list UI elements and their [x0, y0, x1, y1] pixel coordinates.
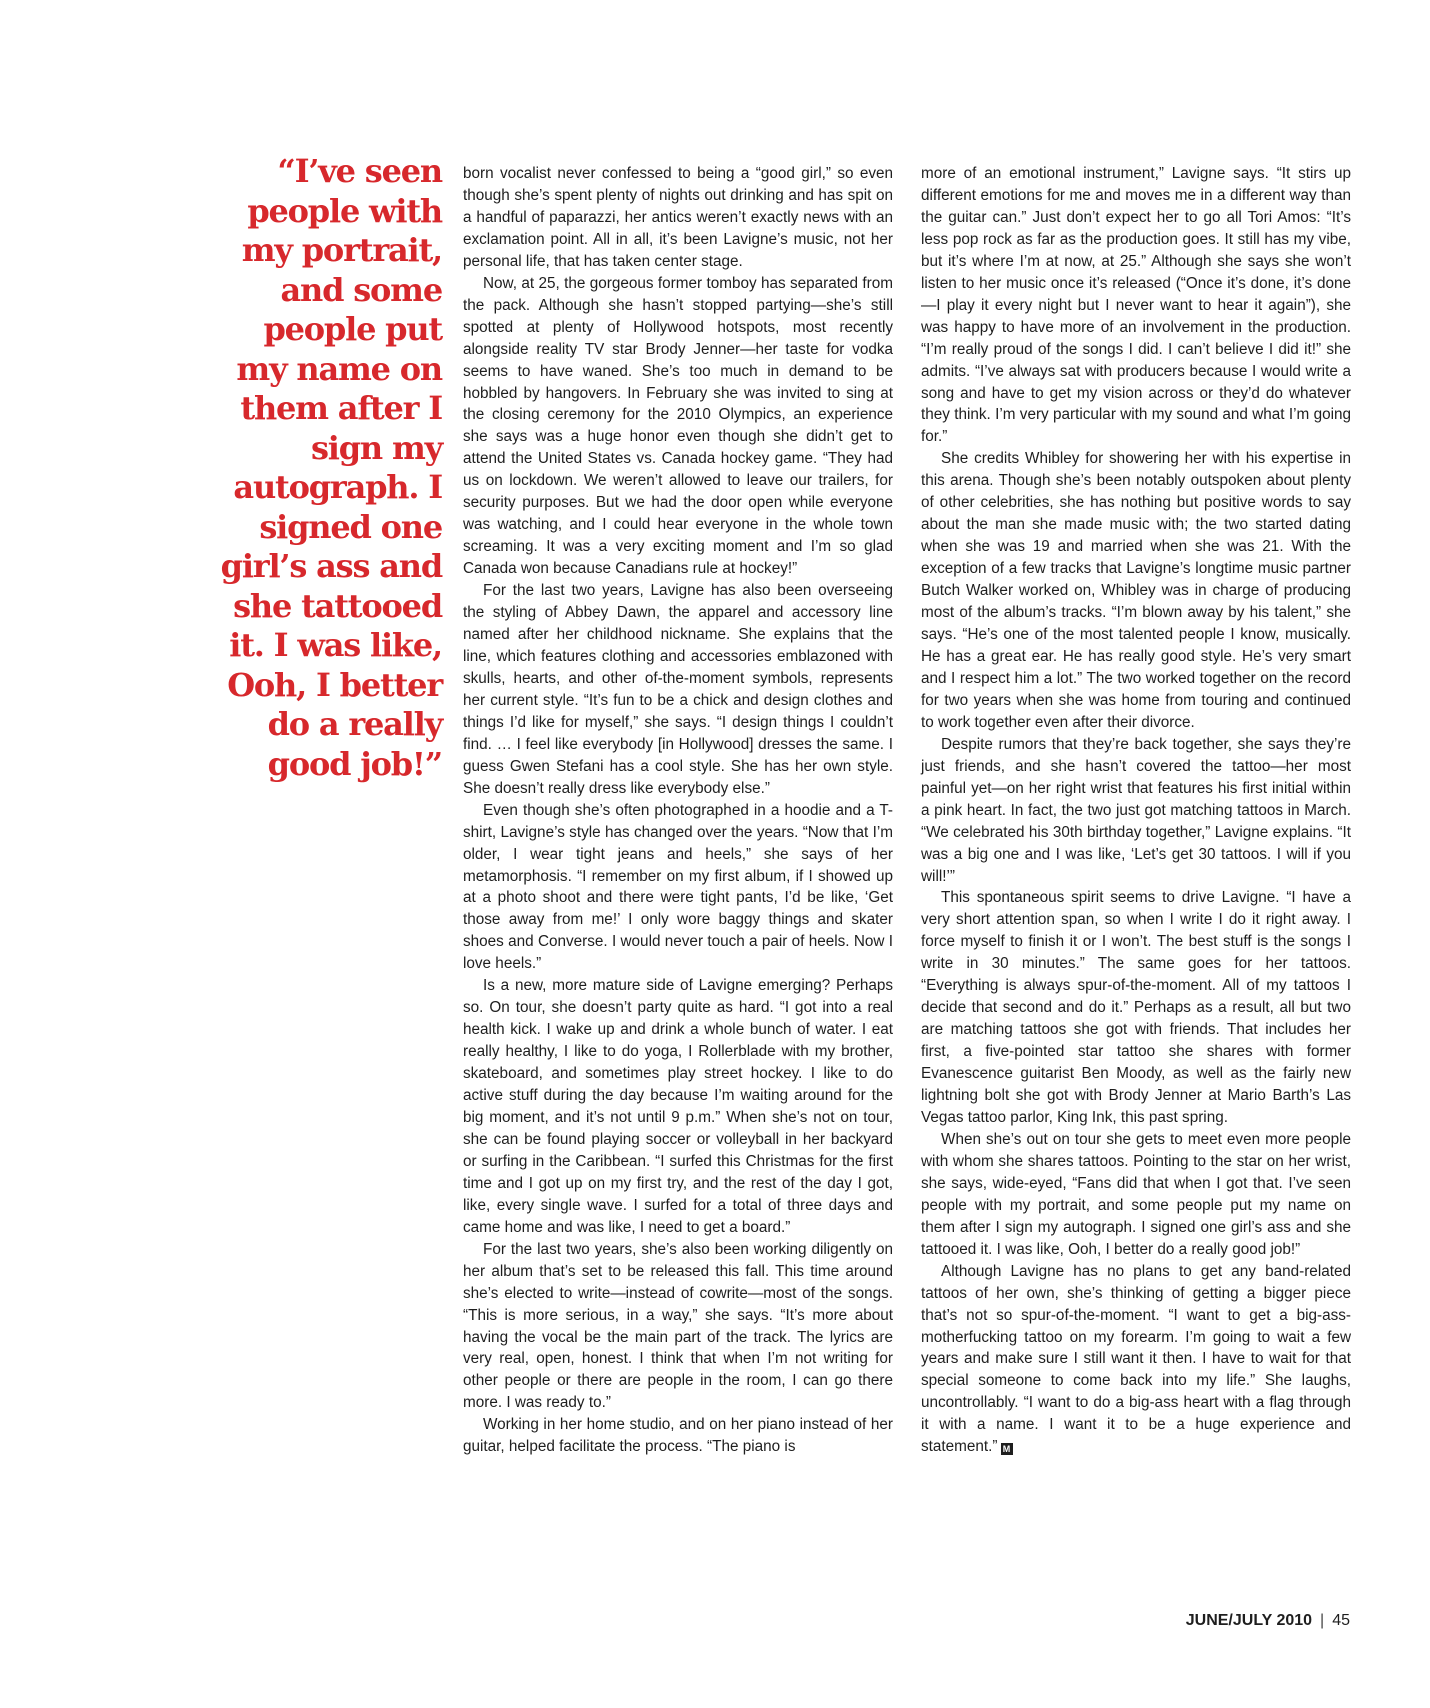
paragraph: This spontaneous spirit seems to drive Lavigne. “I have a very short attention span, so when I write I do it right away. I force myself to finish it or I won’t. The best stuff is the songs I write in 30 minutes.” The same goes for her tattoos. “Everything is always spur-of-the-moment. All of my tattoos I decide that second and do it.” Perhaps as a result, all but two are matching tattoos she got with friends. That includes her first, a five-pointed star tattoo she shares with former Evanescence guitarist Ben Moody, as well as the fairly new lightning bolt she got with Brody Jenner at Mario Barth’s Las Vegas tattoo parlor, King Ink, this past spring. [921, 889, 1351, 1126]
article-column-2 [921, 163, 1351, 1458]
footer-separator: | [1320, 1612, 1325, 1629]
page-number: 45 [1332, 1612, 1350, 1629]
paragraph: She credits Whibley for showering her with his expertise in this arena. Though she’s been notably outspoken about plenty of other celebrities, she has nothing but positive words to say about the man she made music with; the two started dating when she was 19 and married when she was 21. With the exception of a few tracks that Lavigne’s longtime music partner Butch Walker worked on, Whibley was in charge of producing most of the album’s tracks. “I’m blown away by his talent,” she says. “He’s one of the most talented people I know, musically. He has a great ear. He has really good style. He’s very smart and I respect him a lot.” The two worked together on the record for two years when she was home from touring and continued to work together even after their divorce. [921, 450, 1351, 731]
paragraph: Working in her home studio, and on her piano instead of her guitar, helped facilitate the process. “The piano is [463, 1416, 893, 1456]
issue-date: JUNE/JULY 2010 [1185, 1612, 1313, 1629]
paragraph: Is a new, more mature side of Lavigne emerging? Perhaps so. On tour, she doesn’t party quite as hard. “I got into a real health kick. I wake up and drink a whole bunch of water. I eat really healthy, I like to do yoga, I Rollerblade with my brother, skateboard, and sometimes play street hockey. I like to do active stuff during the day because I’m waiting around for the big moment, and it’s not until 9 p.m.” When she’s not on tour, she can be found playing soccer or volleyball in her backyard or surfing in the Caribbean. “I surfed this Christmas for the first time and I got up on my first try, and the rest of the day I got, like, every single wave. I surfed for a total of three days and came home and was like, I need to get a board.” [463, 977, 893, 1236]
paragraph: born vocalist never confessed to being a “good girl,” so even though she’s spent plenty of nights out drinking and has spit on a handful of paparazzi, her antics weren’t exactly news with an exclamation point. All in all, it’s been Lavigne’s music, not her personal life, that has taken center stage. [463, 165, 893, 270]
paragraph: more of an emotional instrument,” Lavigne says. “It stirs up different emotions for me and moves me in a different way than the guitar can.” Just don’t expect her to go all Tori Amos: “It’s less pop rock as far as the production goes. It still has my vibe, but it’s where I’m at now, at 25.” Although she says she won’t listen to her music once it’s released (“Once it’s done, it’s done—I play it every night but I never want to hear it again”), she was happy to have more of an involvement in the production. “I’m really proud of the songs I did. I can’t believe I did it!” she admits. “I’ve always sat with producers because I would write a song and have to get my vision across or they’d do whatever they think. I’m very particular with my sound and what I’m going for.” [921, 165, 1351, 446]
pull-quote: “I’ve seen people with my portrait, and some people put my name on them after I sign my autograph. I signed one girl’s ass and she tattooed it. I was like, Ooh, I better do a really good job!” [220, 152, 442, 783]
paragraph: When she’s out on tour she gets to meet even more people with whom she shares tattoos. Pointing to the star on her wrist, she says, wide-eyed, “Fans did that when I got that. I’ve seen people with my portrait, and some people put my name on them after I sign my autograph. I signed one girl’s ass and she tattooed it. I was like, Ooh, I better do a really good job!” [921, 1130, 1351, 1258]
paragraph-text: Although Lavigne has no plans to get any band-related tattoos of her own, she’s thinking of getting a bigger piece that’s not so spur-of-the-moment. “I want to get a big-ass-motherfucking tattoo on my forearm. I’m going to wait a few years and make sure I still want it then. I have to wait for that special someone to come back into my life.” She laughs, uncontrollably. “I want to do a big-ass heart with a flag through it with a name. I want it to be a huge experience and statement.” [921, 1262, 1351, 1456]
paragraph: Even though she’s often photographed in a hoodie and a T-shirt, Lavigne’s style has changed over the years. “Now that I’m older, I wear tight jeans and heels,” she says of her metamorphosis. “I remember on my first album, if I showed up at a photo shoot and there were tight pants, I’d be like, ‘Get those away from me!’ I only wore baggy things and skater shoes and Converse. I would never touch a pair of heels. Now I love heels.” [463, 801, 893, 973]
last-paragraph [921, 1261, 1351, 1459]
end-mark-icon: M [1001, 1443, 1013, 1455]
article-column-1 [463, 163, 893, 1458]
paragraph: Now, at 25, the gorgeous former tomboy has separated from the pack. Although she hasn’t stopped partying—she’s still spotted at plenty of Hollywood hotspots, most recently alongside reality TV star Brody Jenner—her taste for vodka seems to have waned. She’s too much in demand to be hobbled by hangovers. In February she was invited to sing at the closing ceremony for the 2010 Olympics, an experience she says was a huge honor even though she didn’t get to attend the United States vs. Canada hockey game. “They had us on lockdown. We weren’t allowed to leave our trailers, for security purposes. But we had the door open while everyone was watching, and I could hear everyone in the whole town screaming. It was a very exciting moment and I’m so glad Canada won because Canadians rule at hockey!” [463, 274, 893, 578]
page-footer [1186, 1612, 1350, 1630]
paragraph: Despite rumors that they’re back together, she says they’re just friends, and she hasn’t covered the tattoo—her most painful yet—on her right wrist that features his first initial within a pink heart. In fact, the two just got matching tattoos in March. “We celebrated his 30th birthday together,” Lavigne explains. “It was a big one and I was like, ‘Let’s get 30 tattoos. I will if you will!’” [921, 735, 1351, 885]
paragraph: For the last two years, Lavigne has also been overseeing the styling of Abbey Dawn, the apparel and accessory line named after her childhood nickname. She explains that the line, which features clothing and accessories emblazoned with skulls, hearts, and other of-the-moment symbols, represents her current style. “It’s fun to be a chick and design clothes and things I’d like for myself,” she says. “I design things I couldn’t find. … I feel like everybody [in Hollywood] dresses the same. I guess Gwen Stefani has a cool style. She has her own style. She doesn’t really dress like everybody else.” [463, 582, 893, 797]
paragraph: For the last two years, she’s also been working diligently on her album that’s set to be released this fall. This time around she’s elected to write—instead of cowrite—most of the songs. “This is more serious, in a way,” she says. “It’s more about having the vocal be the main part of the track. The lyrics are very real, open, honest. I think that when I’m not writing for other people or there are people in the room, I can go there more. I was ready to.” [463, 1240, 893, 1412]
